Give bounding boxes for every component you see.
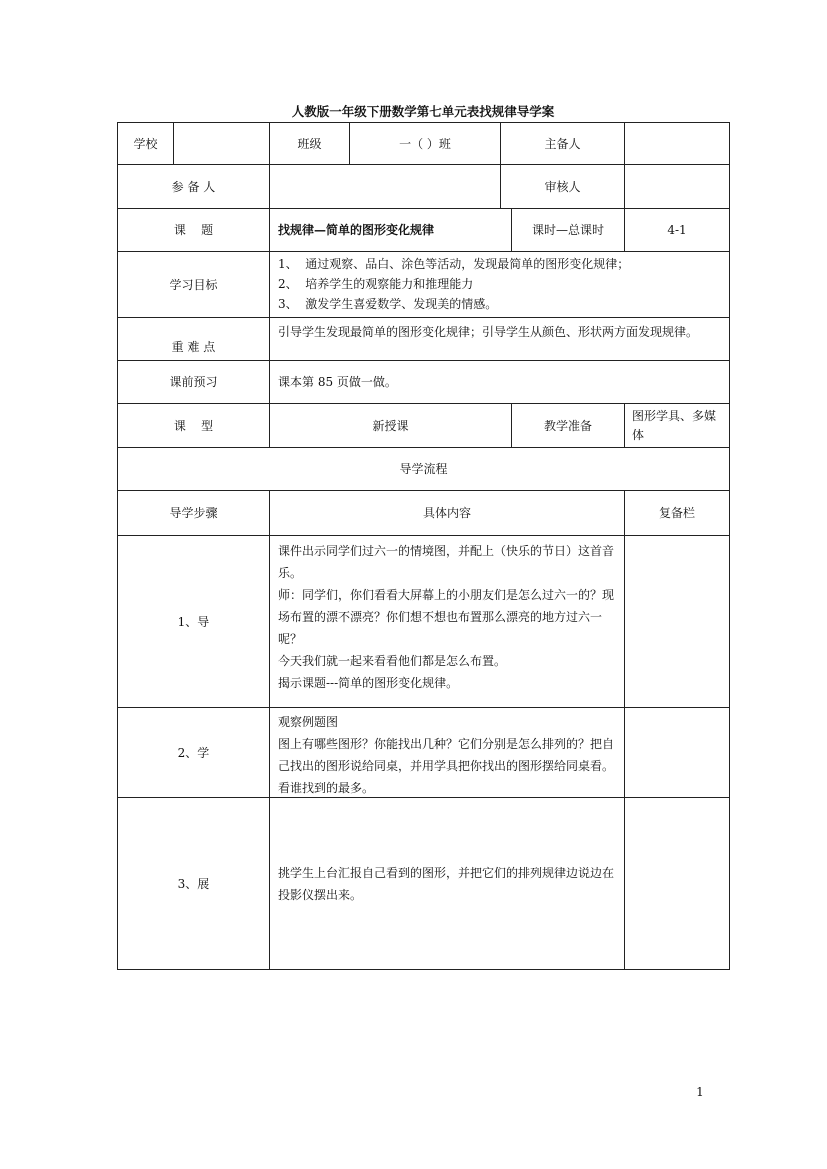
- school-value[interactable]: [174, 123, 269, 164]
- step-content: [270, 798, 624, 969]
- step-line: 挑学生上台汇报自己看到的图形，并把它们的排列规律边说边在投影仪摆出来。: [278, 865, 615, 902]
- school-label: 学校: [133, 136, 158, 151]
- flow-heading: 导学流程: [399, 462, 448, 476]
- step-line: 图上有哪些图形？你能找出几种？它们分别是怎么排列的？把自己找出的图形说给同桌，并用学具把你找出的图形摆给同桌看。看谁找到的最多。: [278, 737, 615, 795]
- topic-value: 找规律—简单的图形变化规律: [278, 223, 435, 237]
- flow-header-notes: 复备栏: [658, 506, 695, 520]
- step-name: 1、导: [177, 614, 210, 629]
- teaching-prep-value: 图形学具、多媒体: [632, 408, 717, 442]
- step-name: 2、学: [177, 745, 210, 760]
- lead-preparer-value[interactable]: [625, 123, 729, 164]
- objectives-list: [270, 252, 729, 317]
- page-number: 1: [696, 1085, 704, 1099]
- topic-label: 课 题: [173, 223, 214, 237]
- reviewer-label: 审核人: [544, 179, 581, 194]
- step-line: 课件出示同学们过六一的情境图，并配上（快乐的节日）这首音乐。: [278, 544, 615, 580]
- period-label: 课时—总课时: [531, 223, 604, 237]
- teaching-prep-label: 教学准备: [543, 418, 592, 433]
- class-label: 班级: [297, 136, 322, 151]
- lesson-type-value: 新授课: [372, 418, 409, 433]
- step-line: 今天我们就一起来看看他们都是怎么布置。: [278, 654, 507, 668]
- step-content: [270, 708, 624, 797]
- step-line: 师：同学们，你们看看大屏幕上的小朋友们是怎么过六一的？现场布置的漂不漂亮？你们想不想也布置那么漂亮的地方过六一呢？: [278, 588, 615, 646]
- reviewer-value[interactable]: [625, 165, 729, 208]
- lead-preparer-label: 主备人: [544, 136, 581, 151]
- flow-header-content: 具体内容: [422, 506, 471, 520]
- key-points-value: 引导学生发现最简单的图形变化规律；引导学生从颜色、形状两方面发现规律。: [278, 325, 699, 339]
- objective-item: 2、 培养学生的观察能力和推理能力: [278, 277, 474, 291]
- lesson-type-label: 课 型: [173, 418, 214, 433]
- step-notes[interactable]: [625, 708, 729, 797]
- document-title: 人教版一年级下册数学第七单元表找规律导学案: [291, 104, 555, 119]
- preview-label: 课前预习: [169, 375, 218, 389]
- preview-value: 课本第 85 页做一做。: [278, 375, 397, 389]
- class-value[interactable]: 一（ ）班: [399, 136, 451, 151]
- step-line: 观察例题图: [278, 715, 339, 729]
- objectives-label: 学习目标: [169, 277, 218, 292]
- participants-value[interactable]: [270, 165, 500, 208]
- step-notes[interactable]: [625, 798, 729, 969]
- objective-item: 3、 激发学生喜爱数学、发现美的情感。: [278, 297, 498, 311]
- flow-header-steps: 导学步骤: [169, 506, 218, 520]
- participants-label: 参 备 人: [171, 179, 216, 194]
- objective-item: 1、 通过观察、品白、涂色等活动，发现最简单的图形变化规律；: [278, 257, 630, 271]
- step-line: 揭示课题---简单的图形变化规律。: [278, 676, 459, 690]
- step-name: 3、展: [177, 876, 210, 891]
- step-notes[interactable]: [625, 536, 729, 707]
- period-value: 4-1: [667, 223, 687, 237]
- step-content: [270, 536, 624, 707]
- key-points-label: 重 难 点: [171, 340, 216, 354]
